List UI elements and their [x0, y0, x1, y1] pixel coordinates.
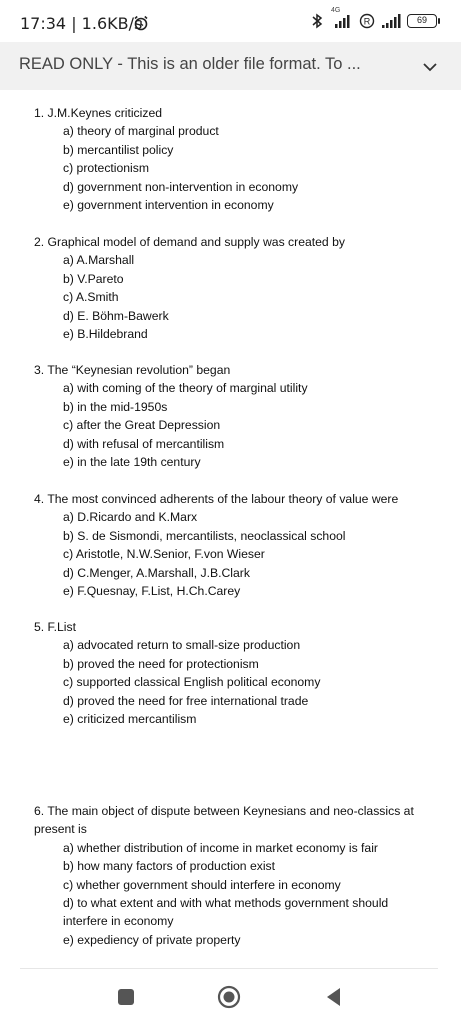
- network-type-label: 4G: [331, 7, 341, 14]
- read-only-banner[interactable]: [0, 42, 461, 90]
- answer-option: a) whether distribution of income in market economy is fair: [63, 840, 378, 855]
- home-circle-icon[interactable]: [216, 984, 242, 1010]
- signal-icon: [381, 13, 401, 29]
- answer-option: d) with refusal of mercantilism: [63, 436, 225, 451]
- bluetooth-icon: [311, 13, 323, 29]
- answer-option: a) D.Ricardo and K.Marx: [63, 510, 198, 525]
- answer-option: e) in the late 19th century: [63, 455, 201, 470]
- question-stem: 6. The main object of dispute between Keynesians and neo-classics at present is: [34, 804, 414, 837]
- document-page: [0, 90, 461, 968]
- answer-option: c) Aristotle, N.W.Senior, F.von Wieser: [63, 547, 265, 562]
- question-1: [34, 104, 434, 214]
- read-only-banner-text: READ ONLY - This is an older file format. To ...: [19, 55, 361, 73]
- network-speed: 1.6KB/s: [81, 14, 143, 33]
- answer-option: b) S. de Sismondi, mercantilists, neoclassical school: [63, 528, 346, 543]
- answer-option: c) whether government should interfere in economy: [63, 877, 341, 892]
- status-icons: [311, 7, 437, 29]
- question-stem: 2. Graphical model of demand and supply was created by: [34, 235, 345, 249]
- question-2: [34, 233, 434, 343]
- answer-option: d) proved the need for free international trade: [63, 693, 309, 708]
- battery-icon: 69: [407, 14, 437, 28]
- chevron-down-icon[interactable]: [421, 58, 439, 76]
- recent-apps-square-icon[interactable]: [113, 984, 139, 1010]
- status-bar: [0, 0, 461, 42]
- question-stem: 4. The most convinced adherents of the labour theory of value were: [34, 492, 399, 506]
- answer-option: e) B.Hildebrand: [63, 327, 148, 342]
- question-stem: 3. The “Keynesian revolution” began: [34, 363, 231, 377]
- alarm-icon: [133, 15, 149, 31]
- answer-option: e) F.Quesnay, F.List, H.Ch.Carey: [63, 584, 241, 599]
- answer-option: e) government intervention in economy: [63, 198, 274, 213]
- back-triangle-icon[interactable]: [321, 984, 347, 1010]
- answer-option: e) expediency of private property: [63, 932, 241, 947]
- answer-option: c) protectionism: [63, 161, 150, 176]
- answer-option: a) with coming of the theory of marginal utility: [63, 381, 308, 396]
- answer-option: a) theory of marginal product: [63, 124, 219, 139]
- question-4: [34, 490, 434, 600]
- question-stem: 1. J.M.Keynes criticized: [34, 106, 163, 120]
- answer-option: b) V.Pareto: [63, 271, 124, 286]
- answer-option: c) after the Great Depression: [63, 418, 221, 433]
- question-stem: 5. F.List: [34, 620, 76, 634]
- answer-option: b) how many factors of production exist: [63, 859, 276, 874]
- page-divider: [20, 968, 438, 969]
- clock-text: 17:34: [20, 14, 67, 33]
- answer-option: c) A.Smith: [63, 290, 119, 305]
- answer-option: b) proved the need for protectionism: [63, 656, 259, 671]
- answer-option: d) government non-intervention in economy: [63, 179, 299, 194]
- question-5: [34, 618, 434, 728]
- answer-option: b) in the mid-1950s: [63, 399, 168, 414]
- answer-option: e) criticized mercantilism: [63, 712, 197, 727]
- svg-text:R: R: [363, 16, 371, 27]
- status-time: 17:34 | 1.6KB/s: [20, 14, 143, 33]
- answer-option: a) advocated return to small-size production: [63, 638, 301, 653]
- answer-option: a) A.Marshall: [63, 253, 135, 268]
- system-nav-bar: [0, 970, 461, 1024]
- question-6: [34, 802, 429, 949]
- answer-option: c) supported classical English political economy: [63, 675, 321, 690]
- roaming-icon: [359, 13, 375, 29]
- answer-option: d) C.Menger, A.Marshall, J.B.Clark: [63, 565, 250, 580]
- answer-option: d) to what extent and with what methods government should interfere in economy: [63, 896, 389, 929]
- answer-option: d) E. Böhm-Bawerk: [63, 308, 169, 323]
- signal-4g-icon: [329, 7, 353, 29]
- question-3: [34, 361, 434, 471]
- answer-option: b) mercantilist policy: [63, 142, 174, 157]
